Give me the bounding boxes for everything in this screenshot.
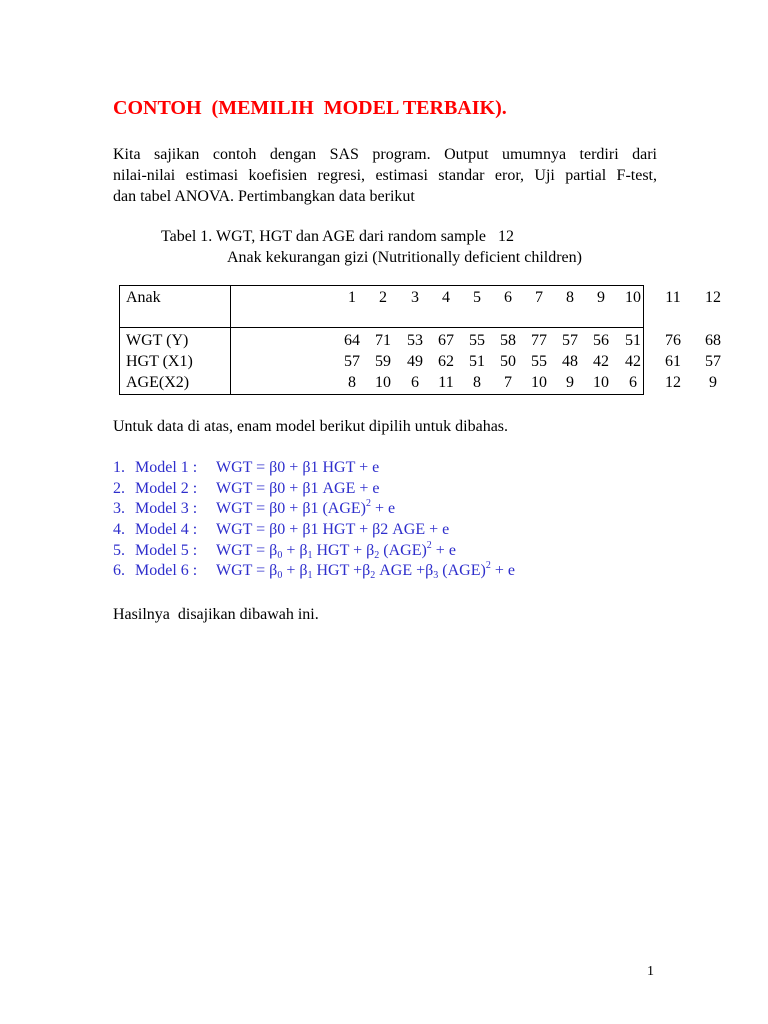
cell-5: 55 xyxy=(469,332,485,349)
cell-4: 11 xyxy=(438,374,454,391)
cell-3: 6 xyxy=(411,374,419,391)
table-header-row xyxy=(120,286,644,328)
closing-paragraph: Hasilnya disajikan dibawah ini. xyxy=(113,606,319,623)
cell-12: 68 xyxy=(705,332,721,349)
page-title: CONTOH (MEMILIH MODEL TERBAIK). xyxy=(113,97,507,119)
cell-1: 8 xyxy=(348,374,356,391)
data-table xyxy=(119,285,721,395)
cell-3: 53 xyxy=(407,332,423,349)
table-header-label: Anak xyxy=(120,286,231,328)
model-number: 3. xyxy=(113,500,125,518)
cell-5: 51 xyxy=(469,353,485,370)
cell-2: 59 xyxy=(375,353,391,370)
cell-7: 55 xyxy=(531,353,547,370)
intro-line: Kita sajikan contoh dengan SAS program. Output umumnya terdiri dari xyxy=(113,146,657,163)
model-number: 6. xyxy=(113,562,125,580)
row-label: WGT (Y) xyxy=(120,328,231,353)
intro-line: nilai-nilai estimasi koefisien regresi, estimasi standar eror, Uji partial F-test, xyxy=(113,167,657,184)
page-number: 1 xyxy=(647,964,654,979)
model-number: 1. xyxy=(113,459,125,476)
cell-1: 64 xyxy=(344,332,360,349)
cell-9: 10 xyxy=(593,374,609,391)
table-row xyxy=(120,373,644,395)
header-cell-9: 9 xyxy=(597,289,605,306)
intro-paragraph xyxy=(113,144,657,207)
cell-2: 71 xyxy=(375,332,391,349)
row-cells xyxy=(231,373,717,393)
header-cell-12: 12 xyxy=(705,289,721,306)
cell-4: 62 xyxy=(438,353,454,370)
model-equation: WGT = $\beta_0 + \beta_1$ HGT $+\beta_2$ AGE $+\beta_3$ (AGE)$^2$ + e xyxy=(216,560,515,582)
model-equation: WGT = $\beta_0 + \beta_1$ HGT + $\beta_2$ (AGE)$^2$ + e xyxy=(216,539,456,561)
table-row xyxy=(120,352,644,373)
header-cell-4: 4 xyxy=(442,289,450,306)
model-equation: WGT = β0 + β1 AGE + e xyxy=(216,479,380,497)
model-label: Model 5 : xyxy=(135,541,198,559)
header-cell-5: 5 xyxy=(473,289,481,306)
cell-11: 76 xyxy=(665,332,681,349)
model-number: 4. xyxy=(113,521,125,539)
header-cell-3: 3 xyxy=(411,289,419,306)
cell-12: 9 xyxy=(709,374,717,391)
models-intro-paragraph: Untuk data di atas, enam model berikut dipilih untuk dibahas. xyxy=(113,418,509,435)
row-label: HGT (X1) xyxy=(120,352,231,373)
model-label: Model 4 : xyxy=(135,521,198,539)
cell-10: 42 xyxy=(625,353,641,370)
model-equation: WGT = β0 + β1 (AGE)$^2$ + e xyxy=(216,498,396,518)
cell-1: 57 xyxy=(344,353,360,370)
model-equation: WGT = β0 + β1 HGT + e xyxy=(216,459,380,476)
intro-line: dan tabel ANOVA. Pertimbangkan data berikut xyxy=(113,188,415,205)
row-cells xyxy=(231,352,721,372)
cell-4: 67 xyxy=(438,332,454,349)
model-number: 5. xyxy=(113,541,125,559)
header-cell-1: 1 xyxy=(348,289,356,306)
cell-11: 61 xyxy=(665,353,681,370)
header-cell-7: 7 xyxy=(535,289,543,306)
cell-10: 6 xyxy=(629,374,637,391)
cell-6: 58 xyxy=(500,332,516,349)
model-label: Model 3 : xyxy=(135,500,198,518)
table-header-cells xyxy=(231,288,721,308)
model-equation: WGT = β0 + β1 HGT + β2 AGE + e xyxy=(216,521,450,539)
cell-3: 49 xyxy=(407,353,423,370)
cell-7: 77 xyxy=(531,332,547,349)
table-caption-line2: Anak kekurangan gizi (Nutritionally deficient children) xyxy=(227,249,582,266)
model-label: Model 6 : xyxy=(135,562,198,580)
model-label: Model 2 : xyxy=(135,479,198,497)
header-cell-2: 2 xyxy=(379,289,387,306)
cell-10: 51 xyxy=(625,332,641,349)
cell-8: 57 xyxy=(562,332,578,349)
cell-9: 56 xyxy=(593,332,609,349)
cell-12: 57 xyxy=(705,353,721,370)
row-cells xyxy=(231,331,721,351)
header-cell-10: 10 xyxy=(625,289,641,306)
cell-6: 7 xyxy=(504,374,512,391)
cell-8: 9 xyxy=(566,374,574,391)
cell-11: 12 xyxy=(665,374,681,391)
model-label: Model 1 : xyxy=(135,459,198,476)
cell-7: 10 xyxy=(531,374,547,391)
header-cell-6: 6 xyxy=(504,289,512,306)
cell-6: 50 xyxy=(500,353,516,370)
header-cell-11: 11 xyxy=(665,289,681,306)
cell-8: 48 xyxy=(562,353,578,370)
table-caption-line1: Tabel 1. WGT, HGT dan AGE dari random sample 12 xyxy=(161,228,515,245)
cell-5: 8 xyxy=(473,374,481,391)
table-row xyxy=(120,328,644,353)
row-label: AGE(X2) xyxy=(120,373,231,395)
cell-2: 10 xyxy=(375,374,391,391)
cell-9: 42 xyxy=(593,353,609,370)
header-cell-8: 8 xyxy=(566,289,574,306)
model-number: 2. xyxy=(113,479,125,497)
